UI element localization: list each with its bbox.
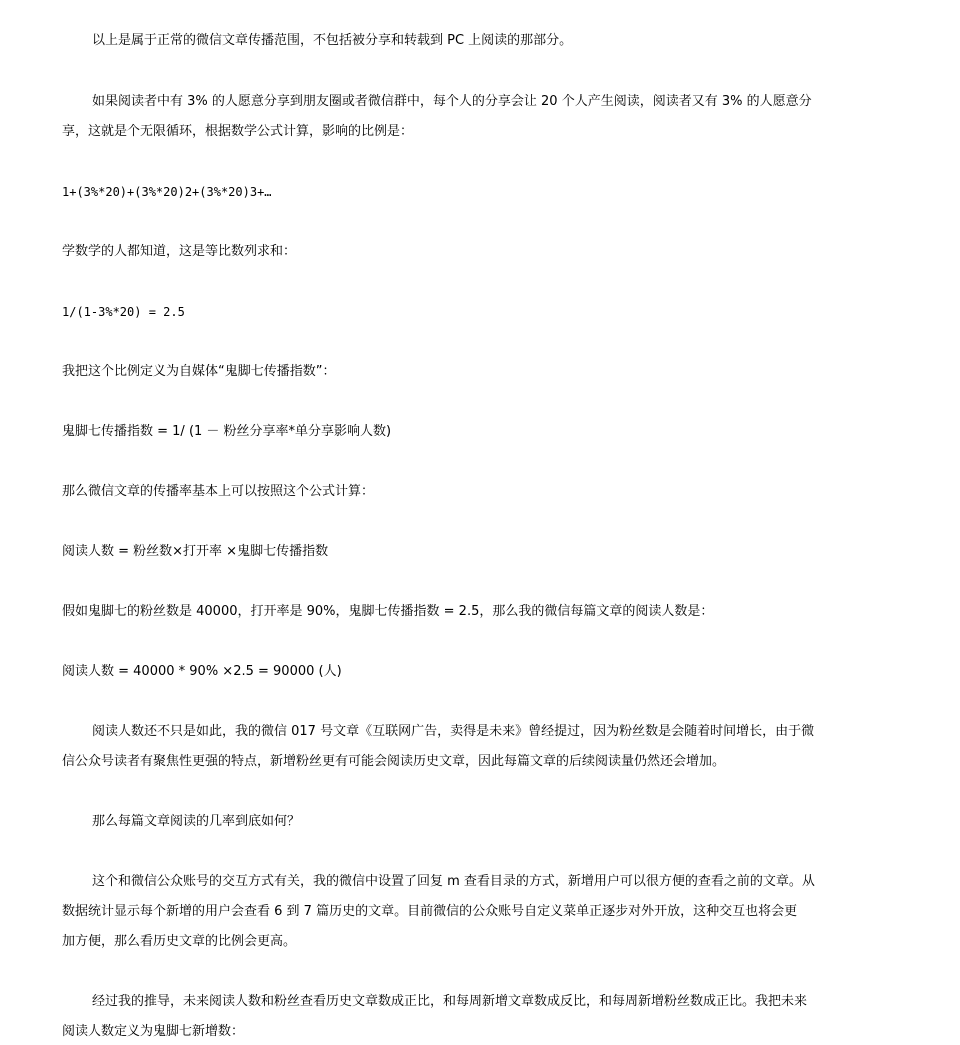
- formula-line: 鬼脚七传播指数 = 1/ (1 － 粉丝分享率*单分享影响人数): [62, 424, 392, 439]
- paragraph-line: 这个和微信公众账号的交互方式有关，我的微信中设置了回复 m 查看目录的方式，新增用户可以很方便的查看之前的文章。从: [92, 874, 815, 889]
- paragraph-line: 假如鬼脚七的粉丝数是 40000，打开率是 90%，鬼脚七传播指数 = 2.5，那么我的微信每篇文章的阅读人数是：: [62, 604, 714, 619]
- paragraph-line: 经过我的推导，未来阅读人数和粉丝查看历史文章数成正比，和每周新增文章数成反比，和每周新增粉丝数成正比。我把未来: [92, 994, 808, 1009]
- paragraph-line: 阅读人数定义为鬼脚七新增数：: [62, 1024, 245, 1039]
- formula-line: 阅读人数 = 40000 * 90% ×2.5 = 90000 (人): [62, 664, 342, 679]
- paragraph-line: 信公众号读者有聚焦性更强的特点，新增粉丝更有可能会阅读历史文章，因此每篇文章的后续阅读量仍然还会增加。: [62, 754, 726, 769]
- paragraph-line: 数据统计显示每个新增的用户会查看 6 到 7 篇历史的文章。目前微信的公众账号自定义菜单正逐步对外开放，这种交互也将会更: [62, 904, 798, 919]
- paragraph-line: 那么每篇文章阅读的几率到底如何？: [92, 814, 301, 829]
- paragraph-line: 那么微信文章的传播率基本上可以按照这个公式计算：: [62, 484, 375, 499]
- paragraph-line: 学数学的人都知道，这是等比数列求和：: [62, 244, 297, 259]
- formula-line: 1+(3%*20)+(3%*20)2+(3%*20)3+…: [62, 185, 272, 199]
- formula-line: 阅读人数 = 粉丝数×打开率 ×鬼脚七传播指数: [62, 544, 329, 559]
- paragraph-line: 享，这就是个无限循环，根据数学公式计算，影响的比例是：: [62, 124, 414, 139]
- formula-line: 1/(1-3%*20) = 2.5: [62, 305, 185, 319]
- paragraph-line: 以上是属于正常的微信文章传播范围，不包括被分享和转载到 PC 上阅读的那部分。: [92, 33, 573, 48]
- paragraph-line: 我把这个比例定义为自媒体“鬼脚七传播指数”：: [62, 364, 336, 379]
- paragraph-line: 阅读人数还不只是如此，我的微信 017 号文章《互联网广告，卖得是未来》曾经提过，因为粉丝数是会随着时间增长，由于微: [92, 724, 815, 739]
- paragraph-line: 如果阅读者中有 3% 的人愿意分享到朋友圈或者微信群中，每个人的分享会让 20 个人产生阅读，阅读者又有 3% 的人愿意分: [92, 94, 812, 109]
- paragraph-line: 加方便，那么看历史文章的比例会更高。: [62, 934, 297, 949]
